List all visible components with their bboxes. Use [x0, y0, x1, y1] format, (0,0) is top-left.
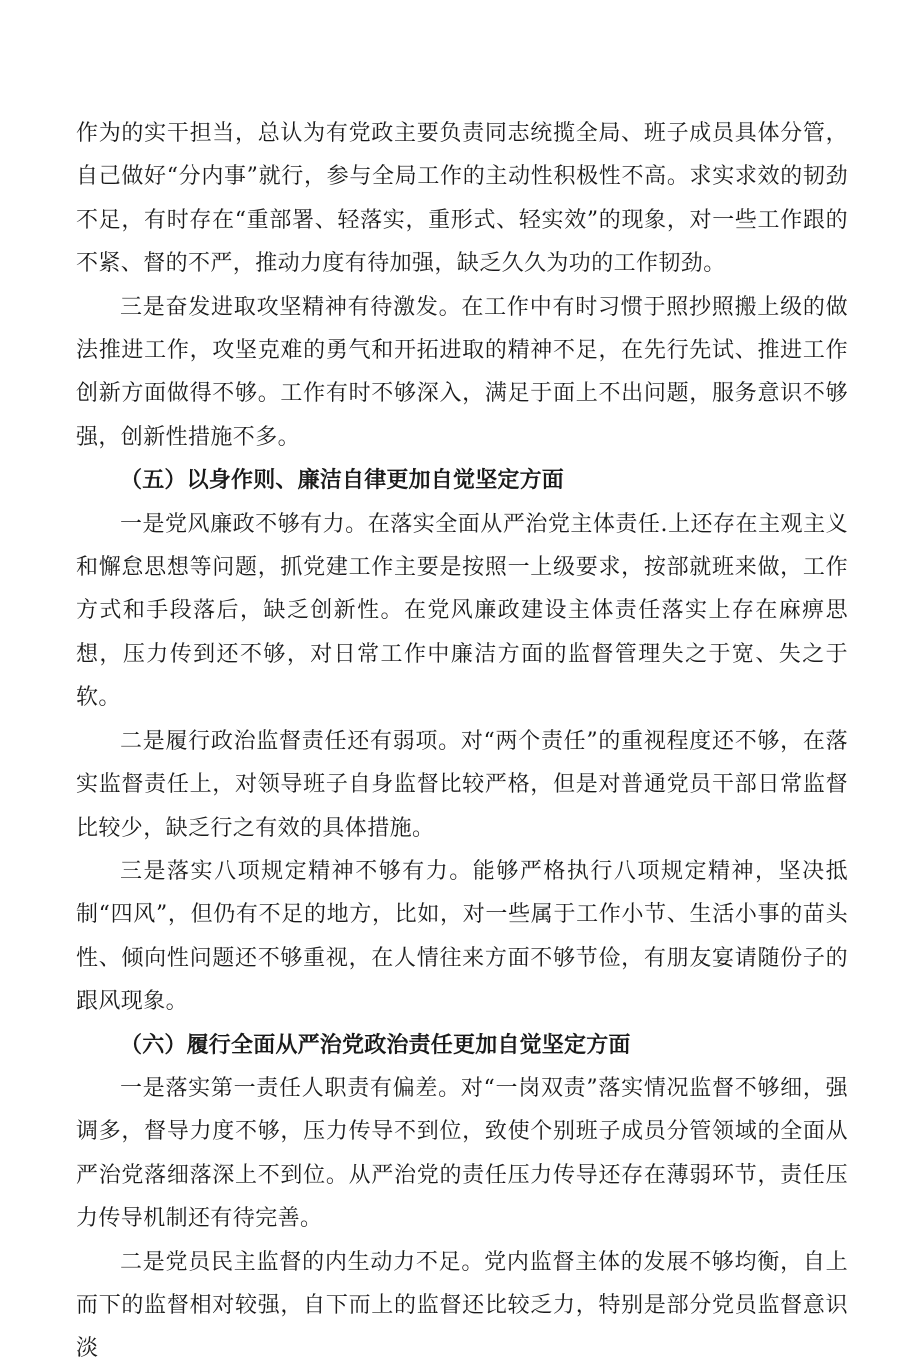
paragraph-eight-rules: 三是落实八项规定精神不够有力。能够严格执行八项规定精神，坚决抵制“四风”，但仍有不足的地方，比如，对一些属于工作小节、生活小事的苗头性、倾向性问题还不够重视，在人情往来方面不够节俭，有朋友宴请随份子的跟风现象。 [76, 858, 848, 1015]
paragraph-first-responsibility: 一是落实第一责任人职责有偏差。对“一岗双责”落实情况监督不够细，强调多，督导力度不够，压力传导不到位，致使个别班子成员分管领域的全面从严治党落细落深上不到位。从严治党的责任压力传导还存在薄弱环节，责任压力传导机制还有待完善。 [76, 1075, 848, 1232]
document-body [76, 112, 848, 1371]
paragraph-political-supervision: 二是履行政治监督责任还有弱项。对“两个责任”的重视程度还不够，在落实监督责任上，对领导班子自身监督比较严格，但是对普通党员干部日常监督比较少，缺乏行之有效的具体措施。 [76, 728, 848, 841]
paragraph-party-integrity: 一是党风廉政不够有力。在落实全面从严治党主体责任.上还存在主观主义和懈怠思想等问题，抓党建工作主要是按照一上级要求，按部就班来做，工作方式和手段落后，缺乏创新性。在党风廉政建设主体责任落实上存在麻痹思想，压力传到还不够，对日常工作中廉洁方面的监督管理失之于宽、失之于软。 [76, 511, 848, 711]
section-heading-6: （六）履行全面从严治党政治责任更加自觉坚定方面 [120, 1032, 631, 1058]
paragraph-fighting-spirit: 三是奋发进取攻坚精神有待激发。在工作中有时习惯于照抄照搬上级的做法推进工作，攻坚克难的勇气和开拓进取的精神不足，在先行先试、推进工作创新方面做得不够。工作有时不够深入，满足于面上不出问题，服务意识不够强，创新性措施不多。 [76, 294, 848, 450]
paragraph-democratic-supervision: 二是党员民主监督的内生动力不足。党内监督主体的发展不够均衡，自上而下的监督相对较强，自下而上的监督还比较乏力，特别是部分党员监督意识淡 [76, 1249, 848, 1362]
paragraph-continuation: 作为的实干担当，总认为有党政主要负责同志统揽全局、班子成员具体分管，自己做好“分内事”就行，参与全局工作的主动性积极性不高。求实求效的韧劲不足，有时存在“重部署、轻落实，重形式、轻实效”的现象，对一些工作跟的不紧、督的不严，推动力度有待加强，缺乏久久为功的工作韧劲。 [76, 121, 848, 277]
section-heading-5: （五）以身作则、廉洁自律更加自觉坚定方面 [120, 468, 565, 494]
